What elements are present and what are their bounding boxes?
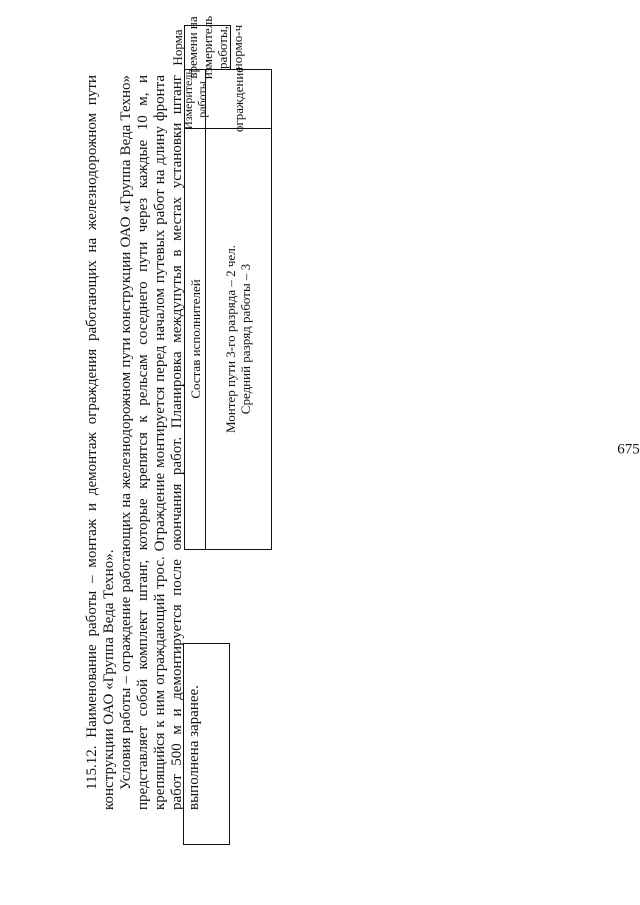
norm-header-label: Норма времени на измеритель работы, нормо-ч <box>170 15 245 80</box>
staff-line-2: Средний разряд работы – 3 <box>238 263 253 415</box>
work-title-text: 115.12. Наименование работы – монтаж и демонтаж ограждения работающих на железнодорожном пути конструкции ОАО «Группа Веда Техно». <box>84 75 117 810</box>
staff-header: Состав исполнителей <box>184 128 206 550</box>
staff-line-1: Монтер пути 3-го разряда – 2 чел. <box>223 245 238 433</box>
work-conditions-text: Условия работы – ограждение работающих на железнодорожном пути конструкции ОАО «Группа Веда Техно» представляет собой комплект штанг, которые крепятся к рельсам соседнего пути через каждые 10 м, и крепящийся к ним ограждающий трос. Ограждение монтируется перед началом путевых работ на длину фронта работ 500 м и демонтируется после окончания работ. Планировка междупутья в местах установки штанг выполнена заранее. <box>118 75 202 810</box>
meter-header: Измеритель работы <box>181 69 209 130</box>
meter-value: ограждение <box>205 69 272 129</box>
page-number: 675 <box>617 441 640 458</box>
